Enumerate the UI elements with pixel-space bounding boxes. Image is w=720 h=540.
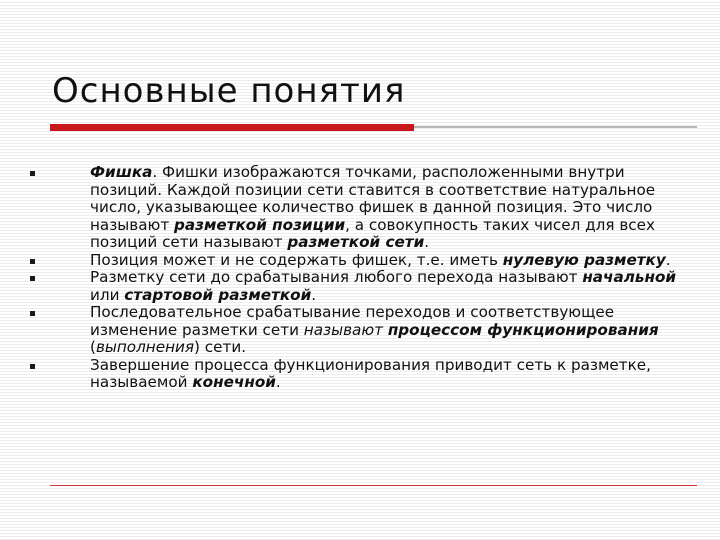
- term-position-marking: разметкой позиции: [174, 215, 346, 234]
- term-zero-marking: нулевую разметку: [502, 250, 666, 269]
- list-item-text: [90, 252, 680, 270]
- text-segment: .: [665, 250, 671, 269]
- square-bullet-icon: [30, 311, 35, 316]
- text-segment: .: [275, 373, 281, 391]
- bullet-list: [30, 164, 680, 392]
- list-item: [30, 304, 680, 357]
- text-segment: Завершение процесса функционирования приводит сеть к разметке, называемой: [90, 355, 651, 391]
- text-segment: .: [311, 285, 317, 304]
- square-bullet-icon: [30, 259, 35, 264]
- square-bullet-icon: [30, 364, 35, 369]
- term-start-marking: стартовой разметкой: [124, 285, 312, 304]
- text-segment: . Фишки изображаются точками, расположенными внутри позиций. Каждой позиции сети ставится в соответствие натуральное число, указывающее количество фишек в данной позиция. Это число называют: [90, 163, 656, 234]
- list-item: [30, 252, 680, 270]
- term-functioning-process: процессом функционирования: [387, 320, 659, 339]
- list-item-text: [90, 164, 680, 252]
- term-net-marking: разметкой сети: [287, 233, 425, 251]
- term-initial: начальной: [582, 268, 677, 286]
- text-segment: ) сети.: [194, 338, 247, 356]
- text-segment: или: [90, 285, 125, 304]
- text-segment: Последовательное срабатывание переходов и соответствующее изменение разметки сети: [90, 303, 615, 339]
- list-item: [30, 357, 680, 392]
- list-item-text: [90, 304, 680, 357]
- term-final: конечной: [192, 373, 276, 391]
- text-segment: , а совокупность таких чисел для всех позиций сети называют: [90, 215, 655, 251]
- text-segment: Позиция может и не содержать фишек, т.е. иметь: [90, 250, 503, 269]
- list-item: [30, 269, 680, 304]
- bottom-divider: [50, 485, 697, 486]
- italic-segment: выполнения: [95, 338, 195, 356]
- italic-segment: называют: [303, 320, 383, 339]
- text-segment: (: [90, 338, 96, 356]
- list-item-text: [90, 357, 680, 392]
- text-segment: Разметку сети до срабатывания любого перехода называют: [90, 268, 583, 286]
- slide-title: Основные понятия: [52, 71, 406, 111]
- square-bullet-icon: [30, 171, 35, 176]
- square-bullet-icon: [30, 276, 35, 281]
- list-item: [30, 164, 680, 252]
- text-segment: .: [424, 233, 430, 251]
- list-item-text: [90, 269, 680, 304]
- term-fishka: Фишка: [90, 163, 153, 181]
- title-accent-bar: [50, 124, 414, 131]
